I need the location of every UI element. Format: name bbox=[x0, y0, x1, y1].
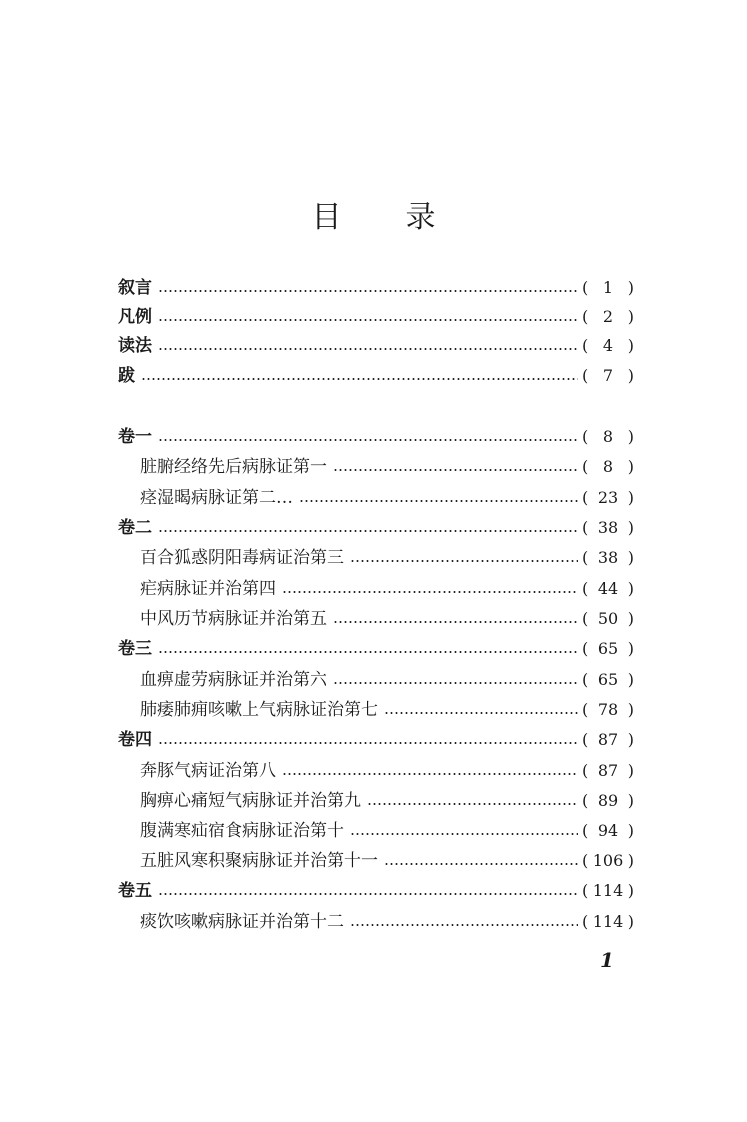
toc-entry-page: ( 44 ) bbox=[582, 579, 634, 598]
toc-entry-label: 中风历节病脉证并治第五 bbox=[140, 609, 327, 629]
dot-leader bbox=[158, 319, 578, 321]
toc-entry-label: 卷二 bbox=[118, 518, 152, 538]
dot-leader bbox=[350, 560, 578, 562]
dot-leader bbox=[333, 682, 578, 684]
toc-entry-label: 痉湿暍病脉证第二… bbox=[140, 488, 293, 508]
toc-entry-page: ( 78 ) bbox=[582, 700, 634, 719]
toc-entry-page: ( 94 ) bbox=[582, 821, 634, 840]
toc-entry-label: 卷三 bbox=[118, 639, 152, 659]
toc-entry-label: 百合狐惑阴阳毒病证治第三 bbox=[140, 548, 344, 568]
toc-entry-chapter-3[interactable] bbox=[118, 545, 634, 571]
toc-entry-label: 读法 bbox=[118, 336, 152, 356]
toc-entry-chapter-10[interactable] bbox=[118, 818, 634, 844]
toc-entry-page: ( 89 ) bbox=[582, 791, 634, 810]
toc-entry-label: 血痹虚劳病脉证并治第六 bbox=[140, 670, 327, 690]
toc-entry-page: ( 87 ) bbox=[582, 761, 634, 780]
toc-entry-page: ( 8 ) bbox=[582, 427, 634, 446]
toc-entry-label: 肺痿肺痈咳嗽上气病脉证治第七 bbox=[140, 700, 378, 720]
toc-entry-chapter-1[interactable] bbox=[118, 454, 634, 480]
toc-entry-label: 胸痹心痛短气病脉证并治第九 bbox=[140, 791, 361, 811]
toc-entry-label: 奔豚气病证治第八 bbox=[140, 761, 276, 781]
dot-leader bbox=[384, 712, 578, 714]
toc-entry-chapter-5[interactable] bbox=[118, 606, 634, 632]
toc-entry-page: ( 38 ) bbox=[582, 518, 634, 537]
dot-leader bbox=[299, 500, 578, 502]
toc-entry-fanli[interactable] bbox=[118, 304, 634, 330]
toc-entry-label: 卷一 bbox=[118, 427, 152, 447]
toc-entry-page: ( 106 ) bbox=[582, 851, 634, 870]
toc-entry-label: 痰饮咳嗽病脉证并治第十二 bbox=[140, 912, 344, 932]
toc-entry-postscript[interactable] bbox=[118, 363, 634, 389]
dot-leader bbox=[158, 348, 578, 350]
toc-entry-dufa[interactable] bbox=[118, 333, 634, 359]
page-number: 1 bbox=[600, 948, 614, 972]
toc-entry-page: ( 7 ) bbox=[582, 366, 634, 385]
dot-leader bbox=[158, 742, 578, 744]
toc-entry-page: ( 50 ) bbox=[582, 609, 634, 628]
dot-leader bbox=[158, 290, 578, 292]
toc-entry-label: 跋 bbox=[118, 366, 135, 386]
toc-entry-label: 叙言 bbox=[118, 278, 152, 298]
toc-entry-chapter-7[interactable] bbox=[118, 697, 634, 723]
toc-entry-label: 疟病脉证并治第四 bbox=[140, 579, 276, 599]
toc-entry-page: ( 65 ) bbox=[582, 670, 634, 689]
toc-entry-label: 卷四 bbox=[118, 730, 152, 750]
toc-entry-label: 卷五 bbox=[118, 881, 152, 901]
toc-entry-page: ( 8 ) bbox=[582, 457, 634, 476]
toc-entry-page: ( 65 ) bbox=[582, 639, 634, 658]
dot-leader bbox=[333, 469, 578, 471]
toc-entry-volume-1[interactable] bbox=[118, 424, 634, 450]
toc-entry-volume-3[interactable] bbox=[118, 636, 634, 662]
toc-entry-label: 脏腑经络先后病脉证第一 bbox=[140, 457, 327, 477]
toc-entry-chapter-11[interactable] bbox=[118, 848, 634, 874]
dot-leader bbox=[384, 863, 578, 865]
toc-entry-chapter-8[interactable] bbox=[118, 758, 634, 784]
dot-leader bbox=[158, 530, 578, 532]
dot-leader bbox=[158, 439, 578, 441]
toc-entry-volume-5[interactable] bbox=[118, 878, 634, 904]
dot-leader bbox=[282, 773, 578, 775]
dot-leader bbox=[158, 893, 578, 895]
toc-entry-chapter-2[interactable] bbox=[118, 485, 634, 511]
toc-entry-chapter-4[interactable] bbox=[118, 576, 634, 602]
toc-entry-page: ( 1 ) bbox=[582, 278, 634, 297]
dot-leader bbox=[333, 621, 578, 623]
toc-entry-label: 五脏风寒积聚病脉证并治第十一 bbox=[140, 851, 378, 871]
toc-entry-label: 腹满寒疝宿食病脉证治第十 bbox=[140, 821, 344, 841]
dot-leader bbox=[282, 591, 578, 593]
toc-entry-preface[interactable] bbox=[118, 275, 634, 301]
toc-entry-chapter-12[interactable] bbox=[118, 909, 634, 935]
toc-entry-page: ( 87 ) bbox=[582, 730, 634, 749]
toc-entry-chapter-9[interactable] bbox=[118, 788, 634, 814]
dot-leader bbox=[158, 651, 578, 653]
title-char-1: 目 bbox=[311, 200, 342, 235]
toc-entry-page: ( 2 ) bbox=[582, 307, 634, 326]
toc-entry-page: ( 38 ) bbox=[582, 548, 634, 567]
page-title bbox=[0, 192, 747, 236]
toc-entry-page: ( 114 ) bbox=[582, 881, 634, 900]
toc-entry-volume-4[interactable] bbox=[118, 727, 634, 753]
dot-leader bbox=[350, 833, 578, 835]
toc-entry-page: ( 4 ) bbox=[582, 336, 634, 355]
toc-entry-page: ( 114 ) bbox=[582, 912, 634, 931]
dot-leader bbox=[141, 378, 578, 380]
toc-entry-label: 凡例 bbox=[118, 307, 152, 327]
title-char-2: 录 bbox=[405, 200, 436, 235]
toc-entry-chapter-6[interactable] bbox=[118, 667, 634, 693]
toc-entry-page: ( 23 ) bbox=[582, 488, 634, 507]
dot-leader bbox=[367, 803, 578, 805]
dot-leader bbox=[350, 924, 578, 926]
toc-entry-volume-2[interactable] bbox=[118, 515, 634, 541]
